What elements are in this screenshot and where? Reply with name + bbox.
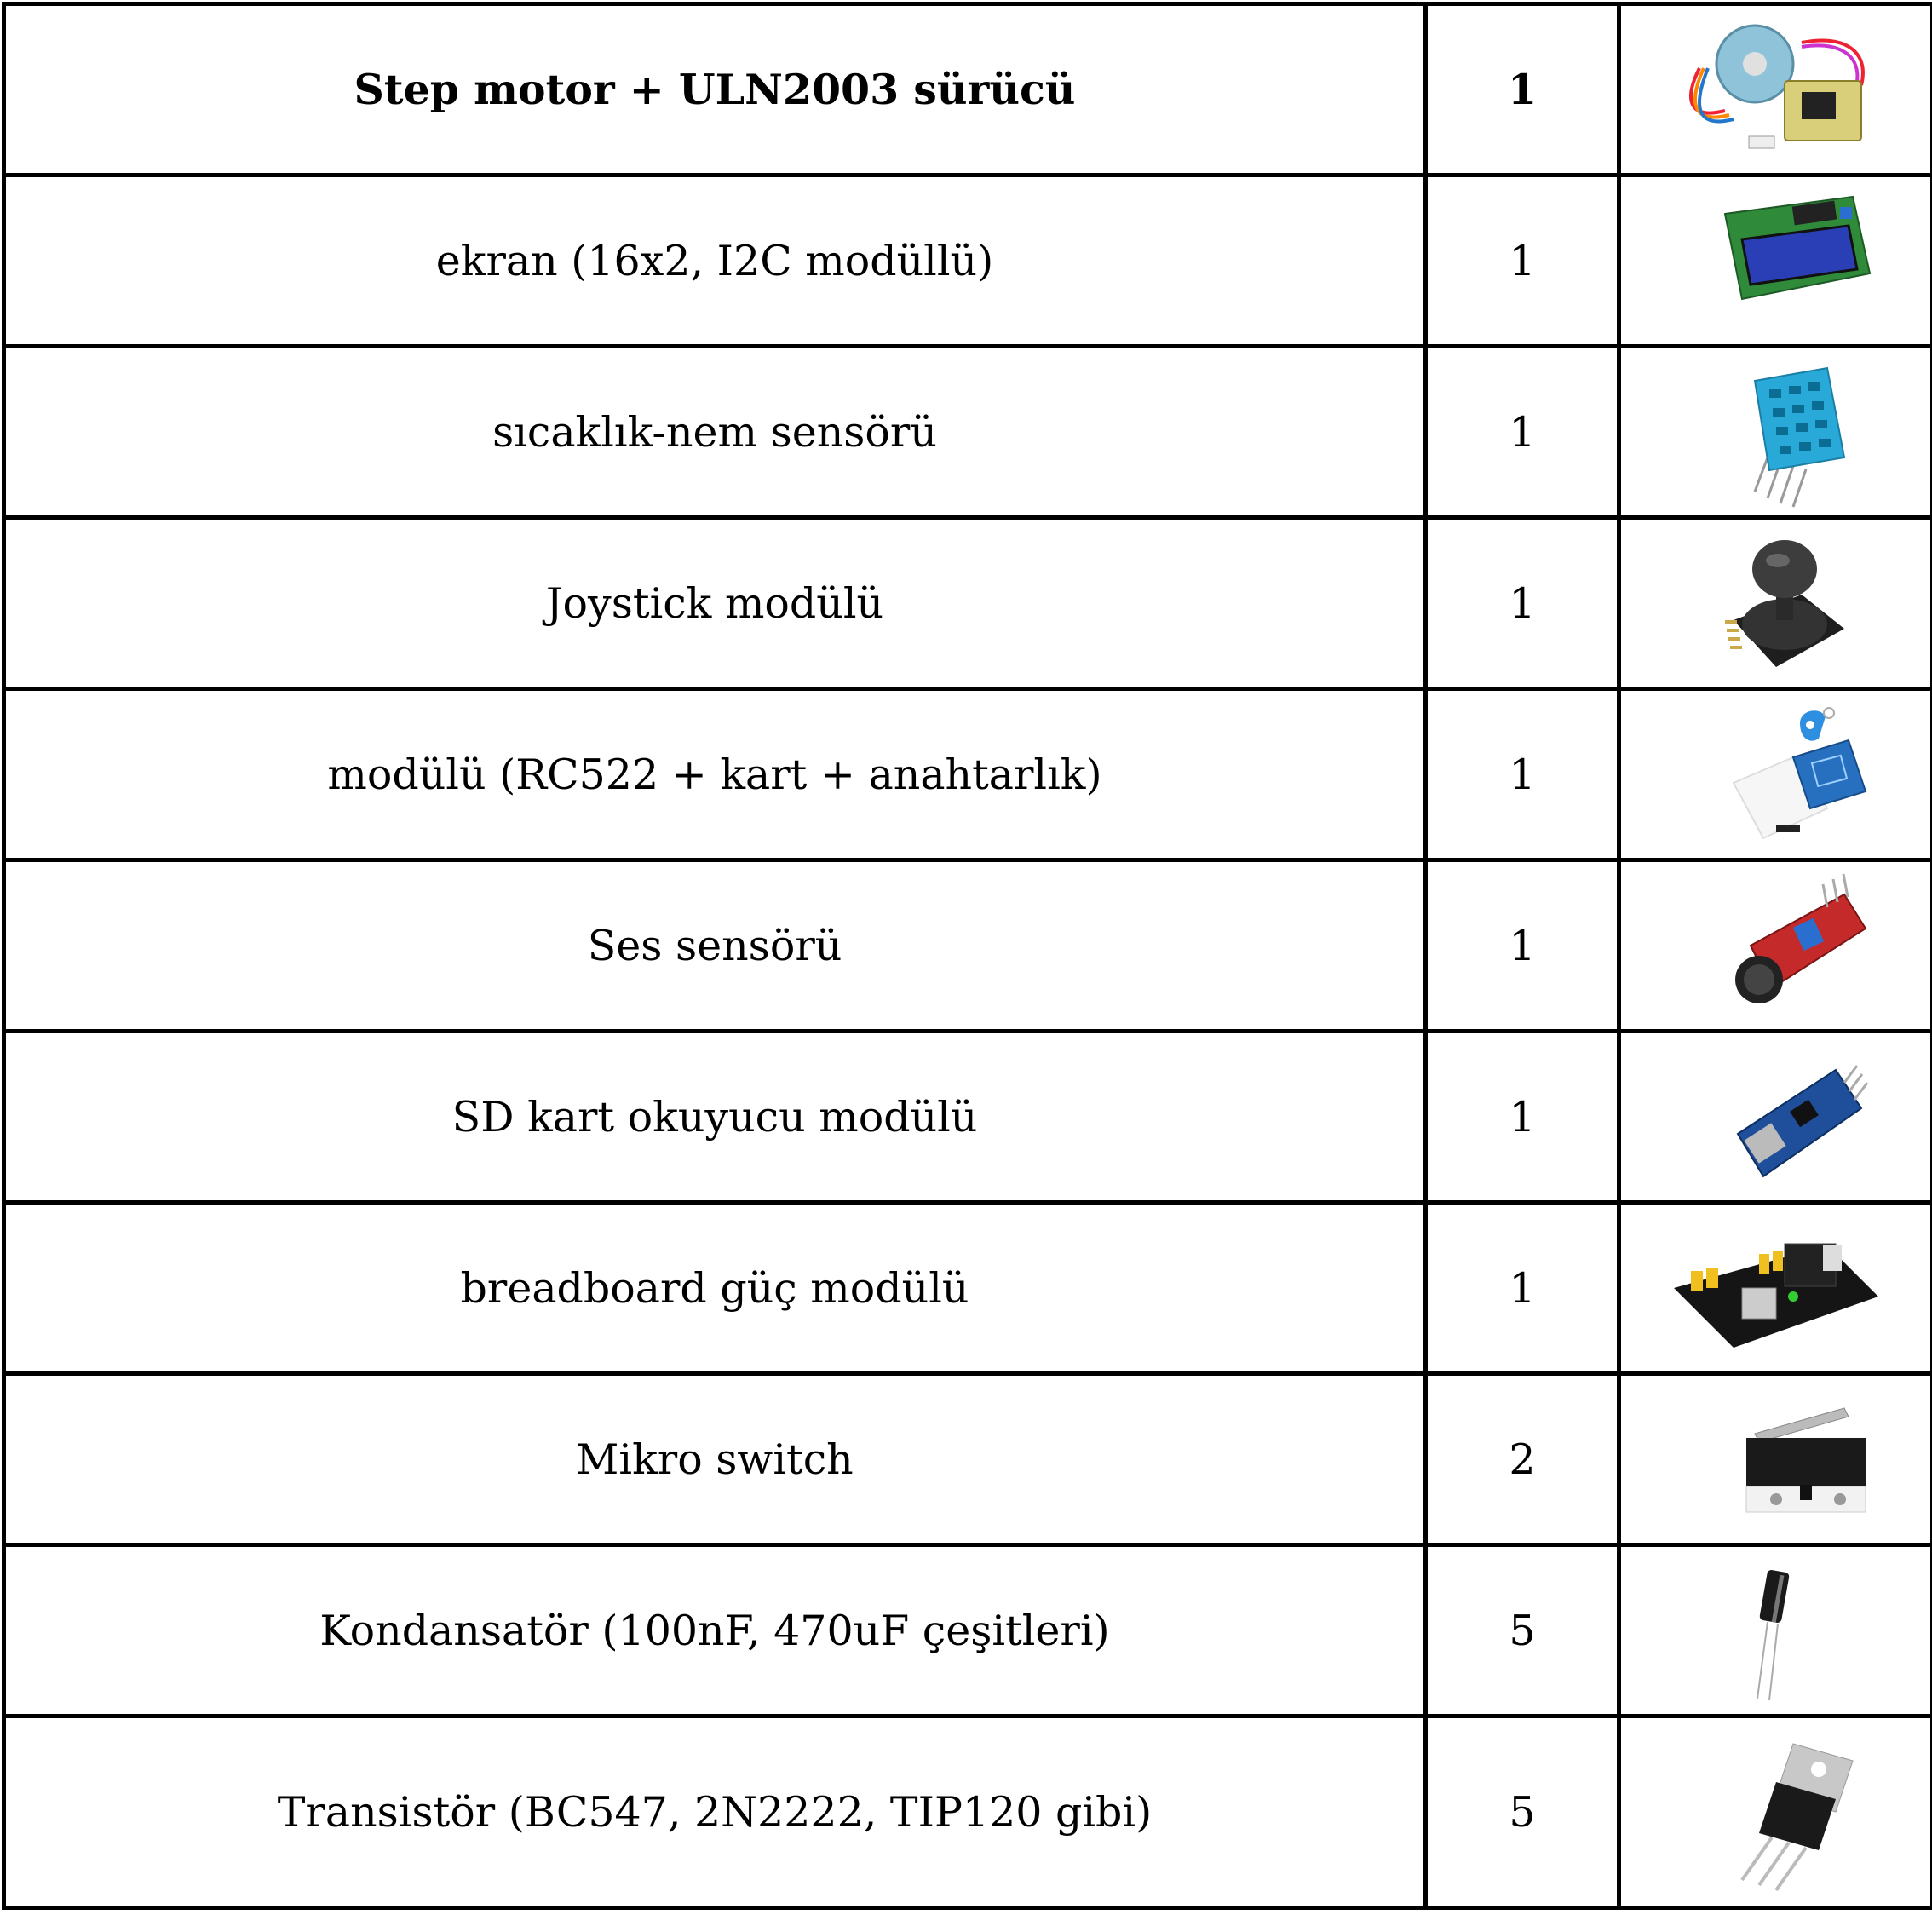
part-image	[1619, 4, 1932, 175]
joystick-icon	[1674, 526, 1878, 680]
sound-sensor-icon	[1674, 869, 1878, 1022]
part-quantity: 1	[1426, 689, 1619, 860]
part-image	[1619, 518, 1932, 689]
part-quantity: 1	[1426, 1032, 1619, 1203]
part-image	[1619, 1545, 1932, 1716]
part-image	[1619, 347, 1932, 518]
part-name: Transistör (BC547, 2N2222, TIP120 gibi)	[4, 1716, 1426, 1908]
part-name: Ses sensörü	[4, 860, 1426, 1032]
part-name: ekran (16x2, I2C modüllü)	[4, 175, 1426, 347]
table-row	[4, 860, 1932, 1032]
lcd-display-icon	[1674, 188, 1878, 333]
parts-table	[2, 2, 1932, 1910]
part-name: modülü (RC522 + kart + anahtarlık)	[4, 689, 1426, 860]
part-quantity: 5	[1426, 1545, 1619, 1716]
part-name: sıcaklık-nem sensörü	[4, 347, 1426, 518]
part-name: Joystick modülü	[4, 518, 1426, 689]
part-name: Mikro switch	[4, 1374, 1426, 1545]
part-image	[1619, 1716, 1932, 1908]
transistor-icon	[1674, 1731, 1878, 1893]
micro-switch-icon	[1674, 1383, 1878, 1536]
part-quantity: 1	[1426, 860, 1619, 1032]
part-quantity: 1	[1426, 1203, 1619, 1374]
part-quantity: 2	[1426, 1374, 1619, 1545]
table-row	[4, 1374, 1932, 1545]
part-quantity: 1	[1426, 518, 1619, 689]
table-row	[4, 689, 1932, 860]
dht-sensor-icon	[1674, 355, 1878, 509]
part-image	[1619, 689, 1932, 860]
part-image	[1619, 860, 1932, 1032]
part-image	[1619, 1032, 1932, 1203]
part-quantity: 5	[1426, 1716, 1619, 1908]
part-name: Step motor + ULN2003 sürücü	[4, 4, 1426, 175]
stepper-motor-icon	[1674, 17, 1878, 162]
capacitor-icon	[1674, 1554, 1878, 1707]
table-row	[4, 518, 1932, 689]
table-row	[4, 1716, 1932, 1908]
part-name: breadboard güç modülü	[4, 1203, 1426, 1374]
part-quantity: 1	[1426, 4, 1619, 175]
part-image	[1619, 1203, 1932, 1374]
part-name: SD kart okuyucu modülü	[4, 1032, 1426, 1203]
part-image	[1619, 1374, 1932, 1545]
rfid-module-icon	[1674, 698, 1878, 851]
part-quantity: 1	[1426, 175, 1619, 347]
table-row	[4, 4, 1932, 175]
sd-card-module-icon	[1674, 1040, 1878, 1193]
part-image	[1619, 175, 1932, 347]
table-row	[4, 175, 1932, 347]
part-quantity: 1	[1426, 347, 1619, 518]
table-row	[4, 347, 1932, 518]
power-module-icon	[1657, 1211, 1895, 1365]
table-row	[4, 1032, 1932, 1203]
table-row	[4, 1203, 1932, 1374]
table-row	[4, 1545, 1932, 1716]
part-name: Kondansatör (100nF, 470uF çeşitleri)	[4, 1545, 1426, 1716]
